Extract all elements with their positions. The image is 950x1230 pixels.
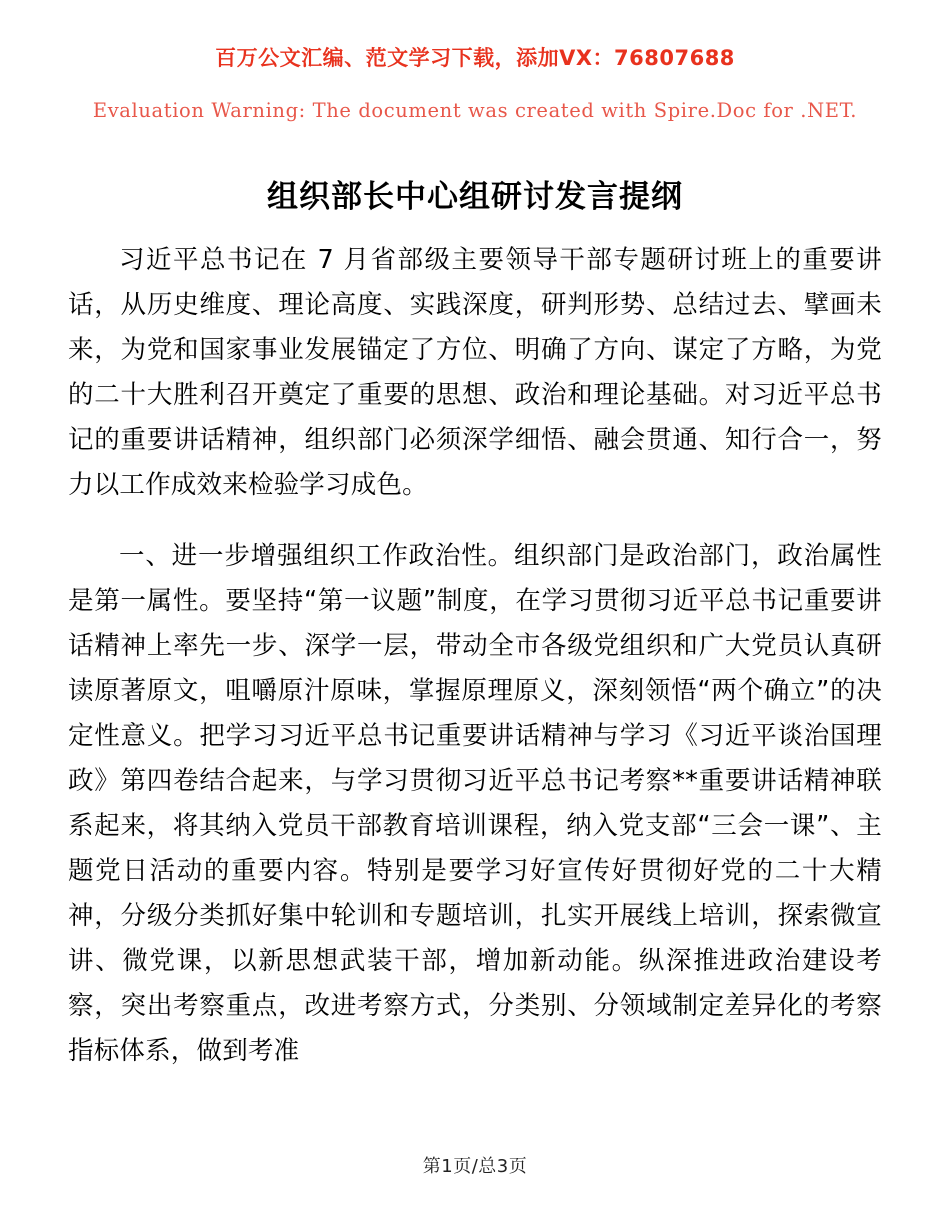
paragraph-2: 一、进一步增强组织工作政治性。组织部门是政治部门，政治属性是第一属性。要坚持“第一议题”制度，在学习贯彻习近平总书记重要讲话精神上率先一步、深学一层，带动全市各级党组织和广大党员认真研读原著原文，咀嚼原汁原味，掌握原理原义，深刻领悟“两个确立”的决定性意义。把学习习近平总书记重要讲话精神与学习《习近平谈治国理政》第四卷结合起来，与学习贯彻习近平总书记考察**重要讲话精神联系起来，将其纳入党员干部教育培训课程，纳入党支部“三会一课”、主题党日活动的重要内容。特别是要学习好宣传好贯彻好党的二十大精神，分级分类抓好集中轮训和专题培训，扎实开展线上培训，探索微宣讲、微党课，以新思想武装干部，增加新动能。纵深推进政治建设考察，突出考察重点，改进考察方式，分类别、分领域制定差异化的考察指标体系，做到考准 (68, 540, 882, 1066)
page-footer: 第1页/总3页 (422, 1156, 528, 1177)
promo-banner: 百万公文汇编、范文学习下载，添加VX：76807688 (215, 46, 735, 70)
paragraph-1: 习近平总书记在 7 月省部级主要领导干部专题研讨班上的重要讲话，从历史维度、理论高度、实践深度，研判形势、总结过去、擘画未来，为党和国家事业发展锚定了方位、明确了方向、谋定了方略，为党的二十大胜利召开奠定了重要的思想、政治和理论基础。对习近平总书记的重要讲话精神，组织部门必须深学细悟、融会贯通、知行合一，努力以工作成效来检验学习成色。 (68, 244, 882, 500)
page-title: 组织部长中心组研讨发言提纲 (267, 178, 683, 215)
evaluation-warning: Evaluation Warning: The document was created with Spire.Doc for .NET. (92, 99, 858, 122)
